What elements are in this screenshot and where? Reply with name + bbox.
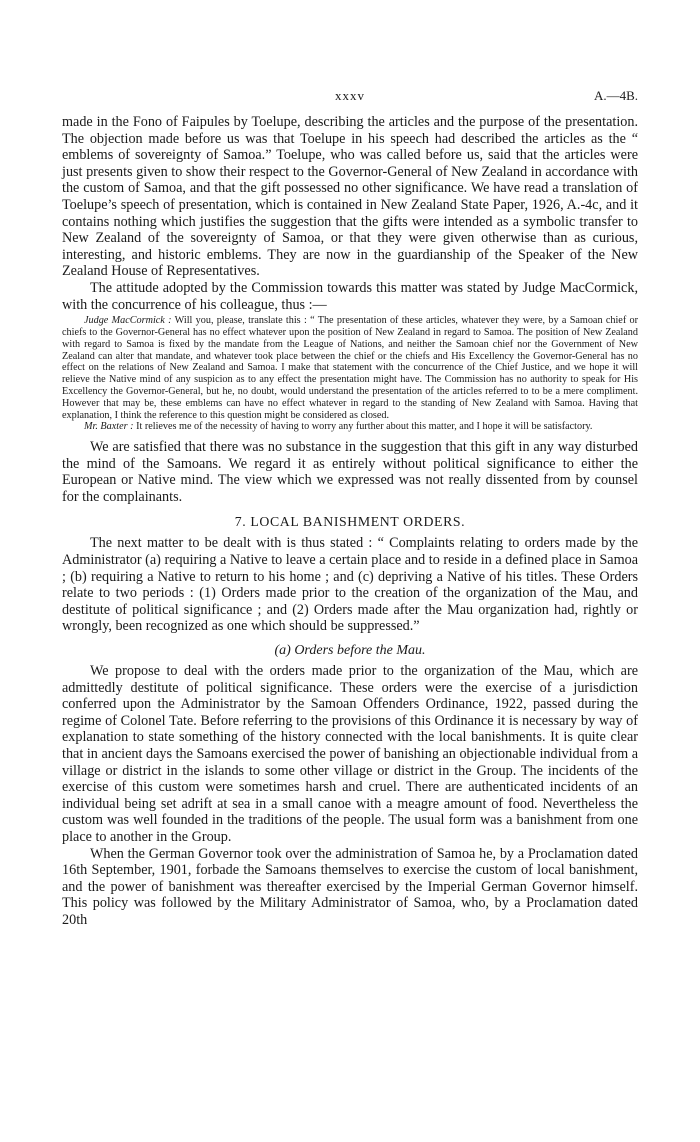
paragraph-german-governor: When the German Governor took over the administration of Samoa he, by a Proclamation dated 16th September, 1901, forbade the Samoans themselves to exercise the custom of local banishment, and the power of banishment was thereafter exercised by the Imperial German Governor himself. This policy was followed by the Military Administrator of Samoa, who, by a Proclamation dated 20th (62, 845, 638, 928)
speaker-baxter: Mr. Baxter : (84, 421, 134, 433)
quote-baxter-text: It relieves me of the necessity of having to worry any further about this matter, and I hope it will be satisfactory. (133, 421, 593, 433)
paragraph-commission-attitude: The attitude adopted by the Commission towards this matter was stated by Judge MacCormick, with the concurrence of his colleague, thus :— (62, 279, 638, 313)
page-header (62, 88, 638, 104)
quote-baxter (62, 421, 638, 433)
subsection-heading: (a) Orders before the Mau. (274, 643, 426, 659)
quote-maccormick-text: Will you, please, translate this : “ The presentation of these articles, whatever they were, by a Samoan chief or chiefs to the Governor-General has no effect whatever upon the position of New Zealand in regard to Samoa. The position of New Zealand with regard to Samoa is fixed by the mandate from the League of Nations, and neither the Samoan chief nor the Government of New Zealand can alter that mandate, and whatever took place between the chief or the chiefs and His Excellency the Governor-General has no effect on the relations of New Zealand and Samoa. I make that statement with the concurrence of the Chief Justice, and we hope it will relieve the Native mind of any suspicion as to any effect the presentation might have. The Commission has no authority to speak for His Excellency the Governor-General, but he, no doubt, would understand the presentation of the articles referred to to be a mere compliment. However that may be, these emblems can have no effect whatever in regard to the standing of New Zealand with Samoa. Having that explanation, I think the reference to this question might be considered as closed. (62, 315, 638, 421)
quoted-exchange (62, 315, 638, 433)
paragraph-complaints: The next matter to be dealt with is thus stated : “ Complaints relating to orders made by the Administrator (a) requiring a Native to leave a certain place and to reside in a defined place in Samoa ; (b) requiring a Native to return to his home ; and (c) depriving a Native of his titles. These Orders relate to two periods : (1) Orders made prior to the creation of the organization of the Mau, and destitute of political significance ; and (2) Orders made after the Mau organization had, rightly or wrongly, been recognized as one which should be suppressed.” (62, 535, 638, 635)
document-reference: A.—4B. (593, 88, 638, 103)
page-body (62, 114, 638, 929)
paragraph-orders-before-mau: We propose to deal with the orders made prior to the organization of the Mau, which are admittedly destitute of political significance. These orders were the exercise of a jurisdiction conferred upon the Administrator by the Samoan Offenders Ordinance, 1922, passed during the regime of Colonel Tate. Before referring to the provisions of this Ordinance it is necessary by way of explanation to state something of the history connected with the local banishments. It is quite clear that in ancient days the Samoans exercised the power of banishing an objectionable individual from a village or district in the islands to some other village or district in the Group. The incidents of the exercise of this custom were sometimes harsh and cruel. There are authenticated incidents of an individual being set adrift at sea in a small canoe with a meagre amount of food. Nevertheless the custom was well founded in the traditions of the people. The usual form was a banishment from one place to another in the Group. (62, 663, 638, 845)
speaker-maccormick: Judge MacCormick : (84, 315, 172, 327)
page-number: xxxv (335, 88, 365, 103)
section-heading: 7. LOCAL BANISHMENT ORDERS. (234, 514, 466, 530)
paragraph-no-substance: We are satisfied that there was no substance in the suggestion that this gift in any way disturbed the mind of the Samoans. We regard it as entirely without political significance to either the European or Native mind. The view which we expressed was not really dissented from by counsel for the complainants. (62, 439, 638, 505)
paragraph-gifts-continued: made in the Fono of Faipules by Toelupe, describing the articles and the purpose of the presentation. The objection made before us was that Toelupe in his speech had described the articles as the “ emblems of sovereignty of Samoa.” Toelupe, who was called before us, said that the articles were just presents given to show their respect to the Governor-General of New Zealand in accordance with the custom of Samoa, and that the gift possessed no other significance. We have read a translation of Toelupe’s speech of presentation, which is contained in New Zealand State Paper, 1926, A.-4c, and it contains nothing which justifies the suggestion that the gifts were intended as a symbolic transfer to New Zealand of the sovereignty of Samoa, or that they were given otherwise than as curious, interesting, and historic emblems. They are now in the guardianship of the Speaker of the New Zealand House of Representatives. (62, 114, 638, 280)
quote-maccormick (62, 315, 638, 421)
